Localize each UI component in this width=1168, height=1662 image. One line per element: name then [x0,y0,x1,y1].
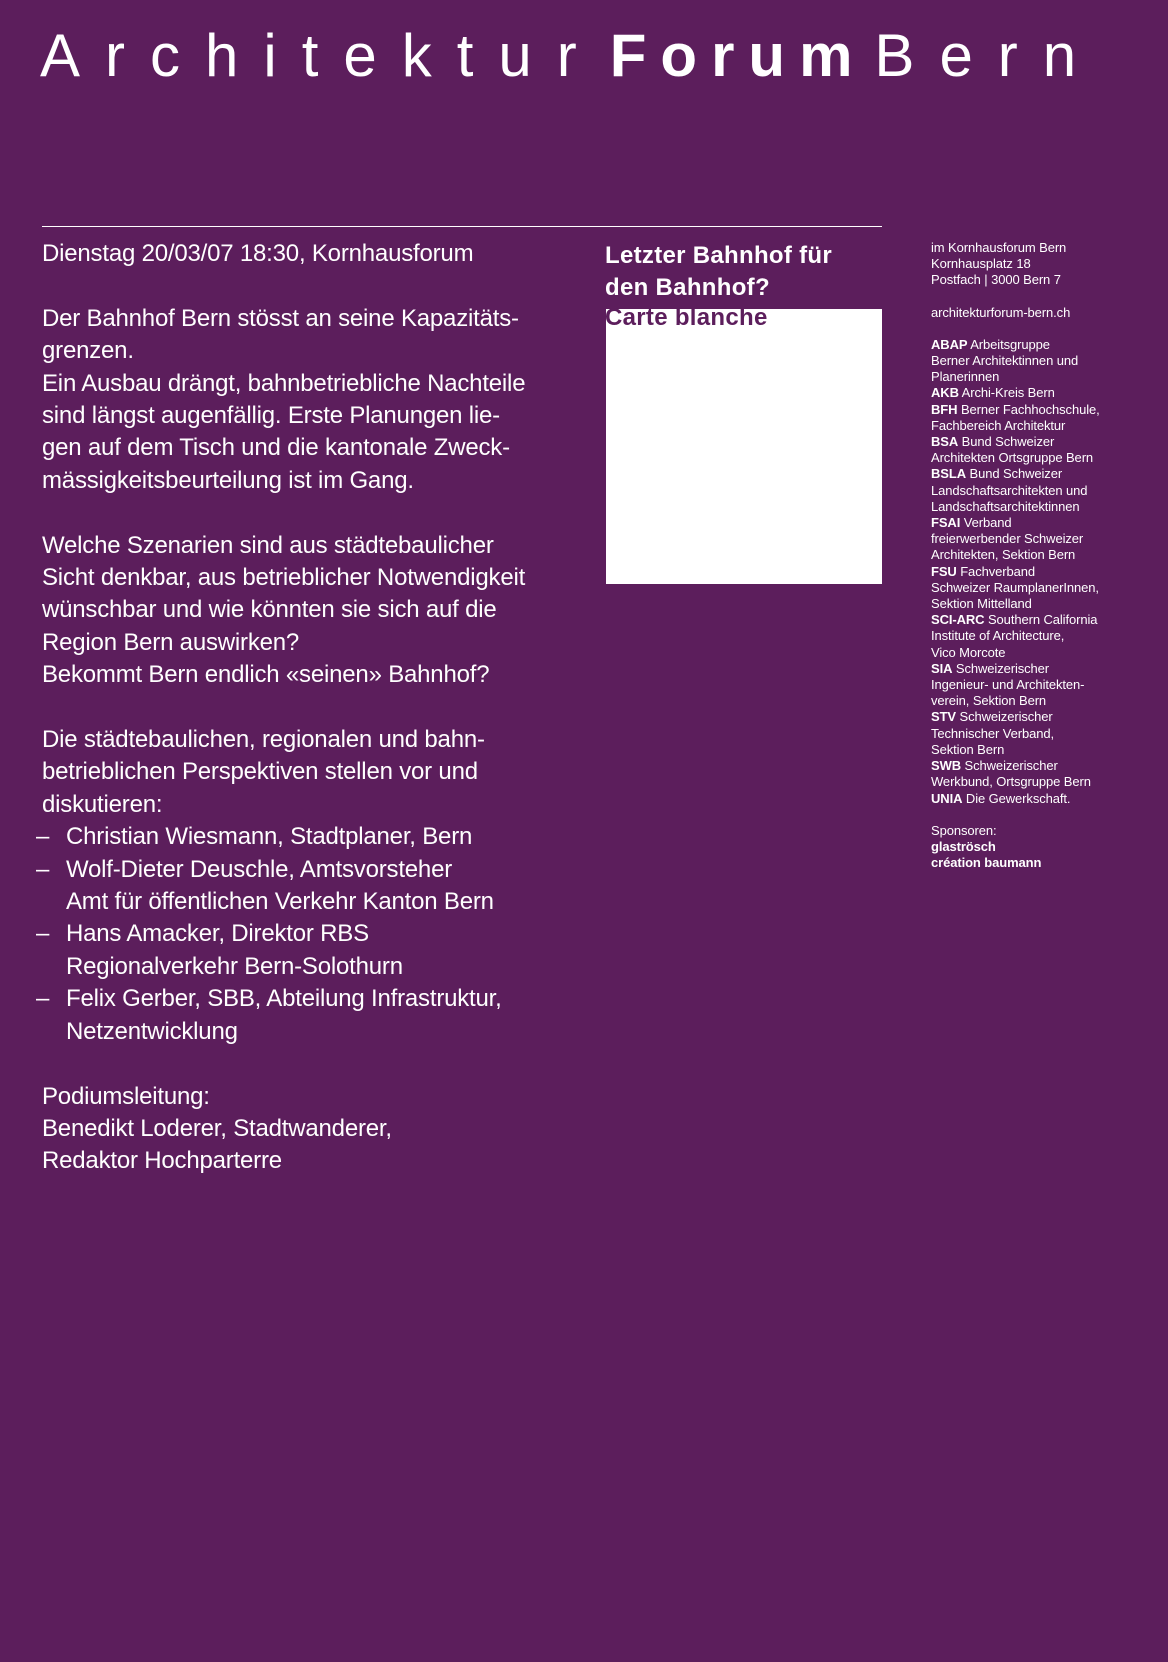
panelist-name: Wolf-Dieter Deuschle, Amtsvorsteher [66,855,453,883]
address-line: Kornhausplatz 18 [931,256,1031,272]
member-abbr: ABAP [931,336,968,352]
member-name-continued: Schweizer RaumplanerInnen, [931,579,1099,595]
address-line: Postfach | 3000 Bern 7 [931,272,1061,288]
bullet-dash: – [36,855,50,883]
member-abbr: BSA [931,434,959,450]
member-name-continued: Werkbund, Ortsgruppe Bern [931,774,1091,790]
website-link[interactable]: architekturforum-bern.ch [931,304,1071,320]
question-line: Welche Szenarien sind aus städtebaulicher [42,531,494,559]
member-entry [931,709,1156,725]
event-title-line: Letzter Bahnhof für [605,242,833,269]
member-abbr: SWB [931,758,962,774]
panel-intro-line: diskutieren: [42,790,163,818]
member-name-continued: Architekten, Sektion Bern [931,547,1076,563]
panelist-item [36,821,602,853]
question-line: wünschbar und wie könnten sie sich auf die [42,596,497,624]
member-abbr: STV [931,709,956,725]
member-name-continued: Planerinnen [931,369,1000,385]
member-abbr: FSU [931,563,957,579]
member-name: Verband [963,515,1012,531]
image-placeholder-box [606,309,882,584]
member-name-continued: Landschaftsarchitekten und [931,482,1088,498]
member-entry [931,466,1156,482]
member-abbr: AKB [931,385,959,401]
member-name: Die Gewerkschaft. [965,790,1071,806]
bullet-dash: – [36,985,50,1013]
intro-line: sind längst augenfällig. Erste Planungen lie- [42,402,500,430]
series-label: Carte blanche [605,304,768,331]
sidebar [931,240,1156,871]
sponsors-label: Sponsoren: [931,822,997,838]
intro-line: grenzen. [42,337,134,365]
member-name: Schweizerischer [964,758,1058,774]
member-abbr: UNIA [931,790,963,806]
member-entry [931,515,1156,531]
member-entry [931,385,1156,401]
intro-line: Der Bahnhof Bern stösst an seine Kapazitäts- [42,304,519,332]
sponsor-name: glaströsch [931,838,996,854]
member-name-continued: Sektion Bern [931,741,1005,757]
member-name: Berner Fachhochschule, [960,401,1100,417]
bullet-dash: – [36,920,50,948]
member-abbr: BFH [931,401,958,417]
member-name: Southern California [987,612,1098,628]
member-name: Arbeitsgruppe [970,336,1050,352]
bullet-dash: – [36,823,50,851]
moderator-line: Benedikt Loderer, Stadtwanderer, [42,1114,392,1142]
moderation-label: Podiumsleitung: [42,1082,210,1110]
header-word-bern: Bern [874,22,1102,89]
member-name-continued: Sektion Mittelland [931,596,1032,612]
member-name-continued: Architekten Ortsgruppe Bern [931,450,1094,466]
member-abbr: SIA [931,660,953,676]
intro-line: gen auf dem Tisch und die kantonale Zweck- [42,434,510,462]
member-list [931,337,1156,807]
page-header [40,18,1130,94]
address-line: im Kornhausforum Bern [931,240,1067,255]
member-name: Bund Schweizer [961,434,1055,450]
panelist-name: Hans Amacker, Direktor RBS [66,920,369,948]
panelist-affiliation: Netzentwicklung [66,1017,238,1045]
event-title-line: den Bahnhof? [605,274,770,301]
question-line: Sicht denkbar, aus betrieblicher Notwendigkeit [42,564,526,592]
event-date-line: Dienstag 20/03/07 18:30, Kornhausforum [42,240,474,267]
member-entry [931,791,1156,807]
member-name: Schweizerischer [959,709,1053,725]
panel-intro-line: Die städtebaulichen, regionalen und bahn- [42,726,485,754]
panelist-affiliation: Amt für öffentlichen Verkehr Kanton Bern [66,888,494,916]
header-word-forum: Forum [609,22,867,89]
question-line: Bekommt Bern endlich «seinen» Bahnhof? [42,661,490,689]
member-name-continued: Ingenieur- und Architekten- [931,677,1085,693]
member-name: Bund Schweizer [969,466,1063,482]
member-entry [931,402,1156,418]
event-title [605,240,875,304]
member-name-continued: freierwerbender Schweizer [931,531,1084,547]
member-abbr: BSLA [931,466,966,482]
member-entry [931,758,1156,774]
panelist-item [36,983,602,1048]
moderator-line: Redaktor Hochparterre [42,1147,282,1175]
member-entry [931,612,1156,628]
member-name-continued: Institute of Architecture, [931,628,1065,644]
panelist-item [36,918,602,983]
member-entry [931,337,1156,353]
panelist-affiliation: Regionalverkehr Bern-Solothurn [66,952,403,980]
horizontal-divider [42,226,882,227]
sponsor-name: création baumann [931,855,1042,871]
member-name-continued: Vico Morcote [931,644,1006,660]
member-name: Fachverband [960,563,1035,579]
member-name-continued: verein, Sektion Bern [931,693,1047,709]
member-name-continued: Landschaftsarchitektinnen [931,498,1080,514]
header-word-architektur: Architektur [40,22,602,89]
member-entry [931,661,1156,677]
question-line: Region Bern auswirken? [42,628,300,656]
member-name-continued: Technischer Verband, [931,725,1055,741]
panel-intro-line: betrieblichen Perspektiven stellen vor und [42,758,478,786]
member-name: Schweizerischer [955,660,1050,676]
member-name: Archi-Kreis Bern [961,385,1055,401]
intro-line: mässigkeitsbeurteilung ist im Gang. [42,466,414,494]
panelist-name: Felix Gerber, SBB, Abteilung Infrastruktur, [66,985,502,1013]
main-text-column [36,238,602,1178]
member-abbr: FSAI [931,515,961,531]
member-abbr: SCI-ARC [931,612,985,628]
panelist-item [36,854,602,919]
member-entry [931,434,1156,450]
member-name-continued: Berner Architektinnen und [931,353,1079,369]
member-name-continued: Fachbereich Architektur [931,417,1066,433]
member-entry [931,564,1156,580]
panelist-name: Christian Wiesmann, Stadtplaner, Bern [66,823,473,851]
intro-line: Ein Ausbau drängt, bahnbetriebliche Nachteile [42,369,526,397]
